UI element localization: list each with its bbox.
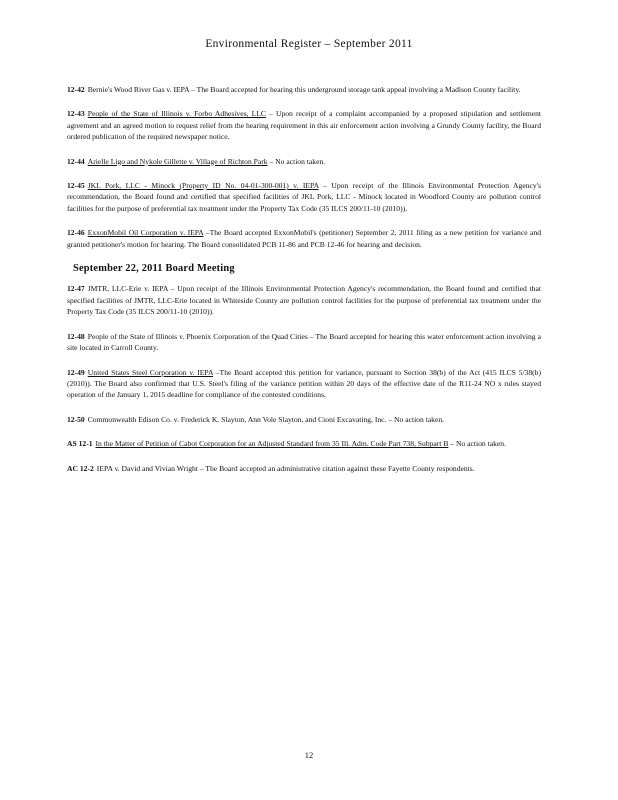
section-heading: September 22, 2011 Board Meeting	[73, 263, 235, 275]
case-number: 12-48	[67, 331, 85, 341]
case-entry	[67, 283, 541, 317]
case-entry	[67, 108, 541, 142]
case-summary: People of the State of Illinois v. Phoenix Corporation of the Quad Cities – The Board accepted for hearing this water enforcement action involving a site located in Carroll County.	[67, 331, 541, 353]
case-caption: People of the State of Illinois v. Forbo Adhesives, LLC	[87, 109, 266, 119]
case-number: 12-47	[67, 284, 85, 294]
case-entry	[67, 438, 541, 449]
page-number: 12	[304, 750, 314, 760]
case-summary: JMTR, LLC-Erie v. IEPA – Upon receipt of the Illinois Environmental Protection Agency's recommendation, the Board found and certified that specified facilities of JMTR, LLC-Erie located in Whiteside County are pollution control facilities for the purpose of preferential tax treatment under the Property Tax Code (35 ILCS 200/11-10 (2010)).	[67, 284, 541, 317]
case-number: 12-49	[67, 367, 85, 377]
case-summary: – Upon receipt of a complaint accompanied by a proposed stipulation and settlement agreement and an agreed motion to request relief from the hearing requirement in this air enforcement action involving a Grundy County facility, the Board ordered publication of the required newspaper notice.	[67, 109, 541, 142]
case-entry	[67, 227, 541, 250]
entries-after-section	[67, 283, 541, 473]
entries-before-section	[67, 84, 541, 250]
case-entry	[67, 331, 541, 354]
case-caption: JKL Pork, LLC - Minock (Property ID No. 04-01-300-001) v. IEPA	[87, 181, 319, 191]
case-caption: ExxonMobil Oil Corporation v. IEPA	[87, 228, 204, 238]
case-number: AS 12-1	[67, 439, 93, 449]
page-content	[67, 84, 541, 487]
case-caption: United States Steel Corporation v. IEPA	[87, 367, 214, 377]
case-entry	[67, 156, 541, 167]
case-entry	[67, 463, 541, 474]
case-caption: Arielle Ligo and Nykole Gillette v. Village of Richton Park	[87, 156, 268, 166]
case-number: 12-45	[67, 181, 85, 191]
case-summary: – No action taken.	[267, 156, 326, 166]
case-number: 12-50	[67, 414, 85, 424]
case-summary: Bernie's Wood River Gas v. IEPA – The Board accepted for hearing this underground storage tank appeal involving a Madison County facility.	[87, 85, 521, 94]
case-entry	[67, 367, 541, 401]
case-number: 12-44	[67, 156, 85, 166]
case-entry	[67, 84, 541, 95]
case-summary: –The Board accepted this petition for variance, pursuant to Section 38(b) of the Act (415 ILCS 5/38(b) (2010)). The Board also confirmed that U.S. Steel's filing of the variance petition within 20 days of the effective date of the R11-24 NO x rules stayed operation of the January 1, 2015 deadline for compliance of the contested conditions.	[67, 367, 541, 400]
case-entry	[67, 414, 541, 425]
case-summary: IEPA v. David and Vivian Wright – The Board accepted an administrative citation against these Fayette County respondents.	[96, 463, 475, 473]
case-summary: –The Board accepted ExxonMobil's (petitioner) September 2, 2011 filing as a new petition for variance and granted petitioner's motion for hearing. The Board consolidated PCB 11-86 and PCB 12-46 for hearing and decision.	[67, 228, 541, 249]
case-number: 12-46	[67, 228, 85, 238]
case-summary: Commonwealth Edison Co. v. Frederick K. Slayton, Ann Vole Slayton, and Cioni Excavating, Inc. – No action taken.	[87, 414, 445, 424]
case-caption: In the Matter of Petition of Cabot Corporation for an Adjusted Standard from 35 Ill. Adm. Code Part 738, Subpart B	[95, 439, 449, 449]
case-number: 12-43	[67, 109, 85, 119]
case-entry	[67, 180, 541, 214]
case-number: AC 12-2	[67, 463, 94, 473]
case-summary: – Upon receipt of the Illinois Environmental Protection Agency's recommendation, the Board found and certified that specified facilities of JKL Pork, LLC - Minock located in Woodford County are pollution control facilities for the purpose of preferential tax treatment under the Property Tax Code (35 ILCS 200/11-10 (2010)).	[67, 181, 541, 213]
page-header: Environmental Register – September 2011	[205, 38, 413, 50]
case-number: 12-42	[67, 85, 85, 94]
case-summary: – No action taken.	[448, 439, 506, 449]
